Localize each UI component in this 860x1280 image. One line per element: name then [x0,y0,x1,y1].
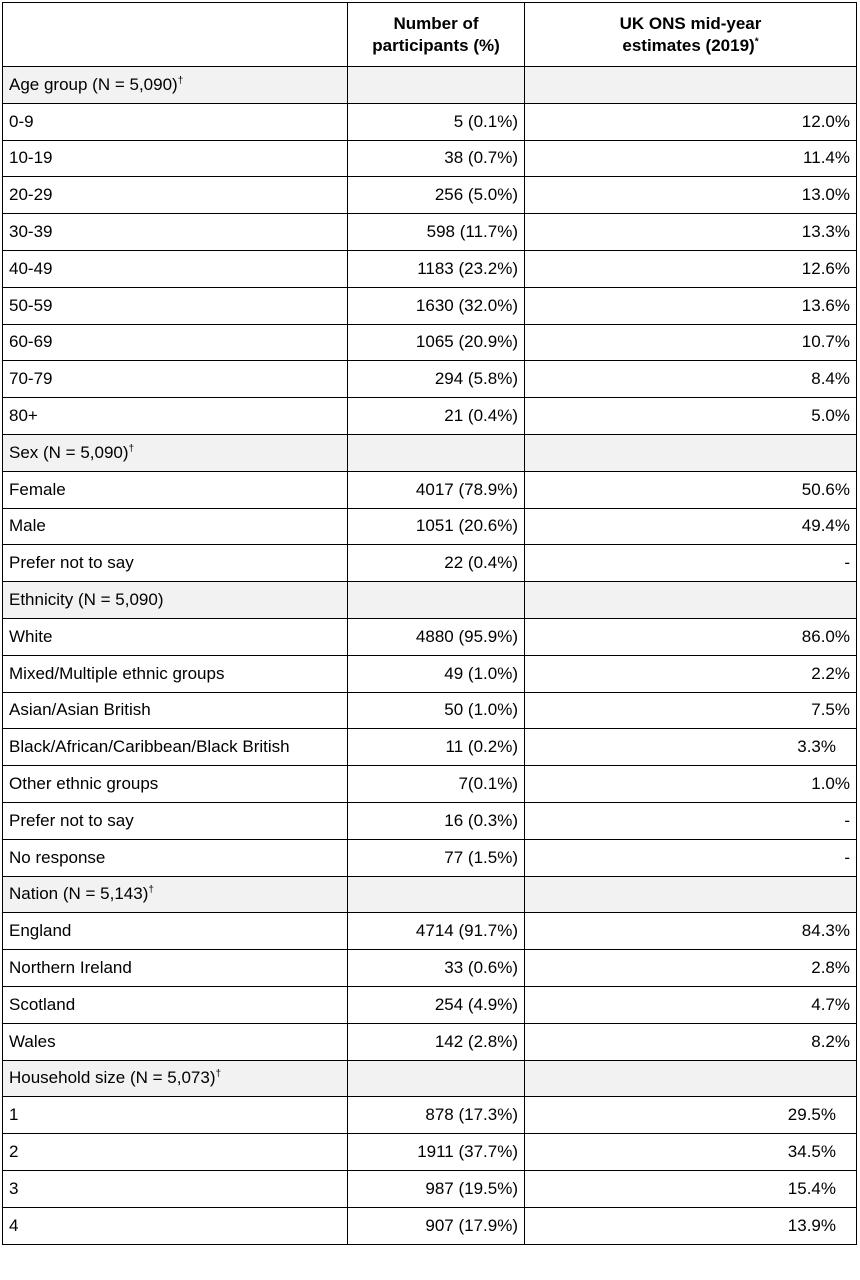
row-label: 50-59 [3,287,348,324]
participants-cell: 1183 (23.2%) [348,250,525,287]
table-row [3,766,857,803]
section-row [3,876,857,913]
participants-cell: 4017 (78.9%) [348,471,525,508]
row-label: 3 [3,1170,348,1207]
table-row [3,1207,857,1244]
participants-cell: 254 (4.9%) [348,986,525,1023]
ons-estimate-cell: - [525,839,857,876]
header-ons-line2: estimates (2019) [622,35,755,55]
ons-estimate-cell: 12.6% [525,250,857,287]
footnote-mark: † [148,884,154,896]
row-label: White [3,618,348,655]
table-row [3,729,857,766]
row-label: Prefer not to say [3,802,348,839]
section-label-cell [3,1060,348,1097]
ons-estimate-cell: 5.0% [525,398,857,435]
header-ons-line1: UK ONS mid-year [619,13,762,33]
participants-cell: 4714 (91.7%) [348,913,525,950]
section-row [3,434,857,471]
ons-estimate-cell: 15.4% [525,1170,857,1207]
demographics-table [2,2,857,1245]
footnote-mark: † [128,443,135,455]
ons-estimate-cell: 86.0% [525,618,857,655]
row-label: Black/African/Caribbean/Black British [3,729,348,766]
ons-estimate-cell: 2.8% [525,950,857,987]
section-empty-cell [525,582,857,619]
ons-estimate-cell: 13.3% [525,214,857,251]
ons-estimate-cell: 13.9% [525,1207,857,1244]
table-row [3,140,857,177]
ons-estimate-cell: 3.3% [525,729,857,766]
participants-cell: 1051 (20.6%) [348,508,525,545]
section-label: Household size (N = 5,073) [9,1068,216,1088]
header-participants-line2: participants (%) [372,35,500,55]
row-label: Northern Ireland [3,950,348,987]
table-row [3,250,857,287]
participants-cell: 5 (0.1%) [348,103,525,140]
participants-cell: 33 (0.6%) [348,950,525,987]
header-participants-line1: Number of [393,13,479,33]
participants-cell: 907 (17.9%) [348,1207,525,1244]
table-row [3,1170,857,1207]
participants-cell: 21 (0.4%) [348,398,525,435]
ons-estimate-cell: 84.3% [525,913,857,950]
section-empty-cell [348,582,525,619]
header-ons-footnote-mark: * [754,35,759,47]
section-empty-cell [525,67,857,104]
table-row [3,287,857,324]
section-label: Age group (N = 5,090) [9,74,178,94]
ons-estimate-cell: 49.4% [525,508,857,545]
row-label: 1 [3,1097,348,1134]
row-label: Other ethnic groups [3,766,348,803]
row-label: 10-19 [3,140,348,177]
row-label: No response [3,839,348,876]
row-label: 20-29 [3,177,348,214]
table-row [3,1023,857,1060]
ons-estimate-cell: 13.6% [525,287,857,324]
footnote-mark: † [215,1068,222,1080]
row-label: 60-69 [3,324,348,361]
participants-cell: 878 (17.3%) [348,1097,525,1134]
section-label-cell [3,67,348,104]
section-row [3,582,857,619]
table-row [3,1097,857,1134]
header-participants [348,3,525,67]
participants-cell: 1911 (37.7%) [348,1134,525,1171]
table-row [3,508,857,545]
header-row [3,3,857,67]
ons-estimate-cell: 4.7% [525,986,857,1023]
row-label: 4 [3,1207,348,1244]
section-row [3,1060,857,1097]
section-empty-cell [525,876,857,913]
row-label: 30-39 [3,214,348,251]
participants-cell: 4880 (95.9%) [348,618,525,655]
row-label: Female [3,471,348,508]
section-row [3,67,857,104]
table-row [3,950,857,987]
participants-cell: 22 (0.4%) [348,545,525,582]
section-empty-cell [525,1060,857,1097]
participants-cell: 598 (11.7%) [348,214,525,251]
row-label: 40-49 [3,250,348,287]
section-empty-cell [525,434,857,471]
table-row [3,398,857,435]
row-label: Prefer not to say [3,545,348,582]
table-row [3,545,857,582]
section-empty-cell [348,434,525,471]
row-label: Wales [3,1023,348,1060]
ons-estimate-cell: 11.4% [525,140,857,177]
section-label: Sex (N = 5,090) [9,442,129,462]
participants-cell: 1630 (32.0%) [348,287,525,324]
header-ons-estimates [525,3,857,67]
table-row [3,324,857,361]
table-row [3,986,857,1023]
row-label: Mixed/Multiple ethnic groups [3,655,348,692]
ons-estimate-cell: 29.5% [525,1097,857,1134]
ons-estimate-cell: 34.5% [525,1134,857,1171]
participants-cell: 7(0.1%) [348,766,525,803]
table-row [3,103,857,140]
section-label: Ethnicity (N = 5,090) [9,590,164,610]
ons-estimate-cell: - [525,802,857,839]
ons-estimate-cell: 1.0% [525,766,857,803]
ons-estimate-cell: 2.2% [525,655,857,692]
table-row [3,692,857,729]
table-row [3,802,857,839]
section-label-cell [3,434,348,471]
ons-estimate-cell: 13.0% [525,177,857,214]
footnote-mark: † [177,75,184,87]
participants-cell: 1065 (20.9%) [348,324,525,361]
ons-estimate-cell: 8.2% [525,1023,857,1060]
table-row [3,214,857,251]
participants-cell: 77 (1.5%) [348,839,525,876]
table-row [3,1134,857,1171]
row-label: 2 [3,1134,348,1171]
ons-estimate-cell: - [525,545,857,582]
row-label: 0-9 [3,103,348,140]
table-row [3,471,857,508]
participants-cell: 50 (1.0%) [348,692,525,729]
table-row [3,618,857,655]
section-empty-cell [348,876,525,913]
ons-estimate-cell: 12.0% [525,103,857,140]
row-label: England [3,913,348,950]
section-label: Nation (N = 5,143) [9,884,149,904]
ons-estimate-cell: 8.4% [525,361,857,398]
table-row [3,361,857,398]
participants-cell: 256 (5.0%) [348,177,525,214]
participants-cell: 49 (1.0%) [348,655,525,692]
table-body [3,67,857,1245]
row-label: 70-79 [3,361,348,398]
participants-cell: 38 (0.7%) [348,140,525,177]
row-label: Asian/Asian British [3,692,348,729]
section-empty-cell [348,1060,525,1097]
participants-cell: 987 (19.5%) [348,1170,525,1207]
row-label: Male [3,508,348,545]
table-row [3,655,857,692]
table-row [3,177,857,214]
participants-cell: 142 (2.8%) [348,1023,525,1060]
ons-estimate-cell: 10.7% [525,324,857,361]
section-empty-cell [348,67,525,104]
participants-cell: 16 (0.3%) [348,802,525,839]
table-row [3,913,857,950]
ons-estimate-cell: 7.5% [525,692,857,729]
table-row [3,839,857,876]
section-label-cell [3,876,348,913]
ons-estimate-cell: 50.6% [525,471,857,508]
row-label: Scotland [3,986,348,1023]
participants-cell: 294 (5.8%) [348,361,525,398]
header-category [3,3,348,67]
section-label-cell [3,582,348,619]
row-label: 80+ [3,398,348,435]
participants-cell: 11 (0.2%) [348,729,525,766]
